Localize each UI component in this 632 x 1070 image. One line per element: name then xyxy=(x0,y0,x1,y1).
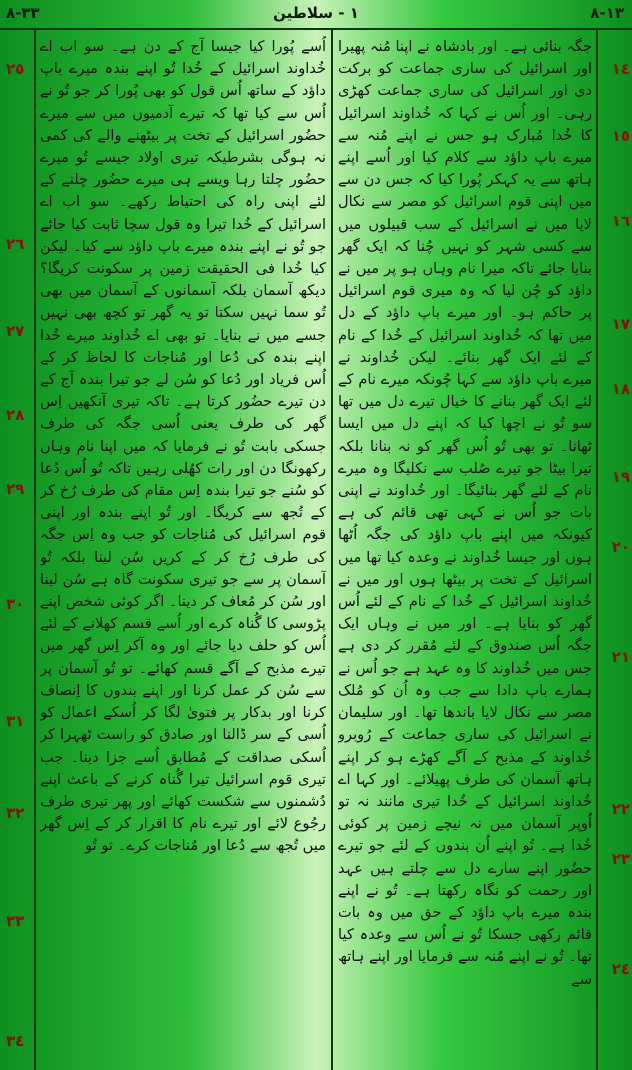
page-number-right: ١٣-٨ xyxy=(590,4,624,22)
right-text-column xyxy=(338,36,592,1064)
verse-number: ٢١ xyxy=(611,648,630,666)
verse-number: ٢٤ xyxy=(611,960,630,978)
verse-number: ١٦ xyxy=(611,212,630,230)
page-number-left: ٣٣-٨ xyxy=(6,4,40,22)
verse-number: ٣٢ xyxy=(6,804,25,822)
verse-number: ٢٢ xyxy=(611,800,630,818)
verse-number: ١٥ xyxy=(611,127,630,145)
verse-number: ٢٨ xyxy=(6,406,25,424)
verse-number: ٢٣ xyxy=(611,850,630,868)
page-header xyxy=(0,0,632,30)
verse-number: ٣١ xyxy=(6,712,25,730)
verse-number: ١٩ xyxy=(611,468,630,486)
verse-number: ٢٦ xyxy=(6,235,25,253)
verse-number: ١٧ xyxy=(611,315,630,333)
verse-number: ٢٩ xyxy=(6,480,25,498)
scripture-text: جگہ بنائی ہے۔ اور بادشاہ نے اپنا مُنہ پھیرا اور اسرائیل کی ساری جماعت کو برکت دی اور اسرائیل کی ساری جماعت کھڑی رہی۔ اور اُس نے کہا کہ خُداوند اسرائیل کا خُدا مُبارک ہو جس نے اپنے مُنہ سے میرے باپ داؤد سے کلام کیا اور اُسے اپنے ہاتھ سے یہ کہکر پُورا کیا کہ جس دن سے میں اپنی قوم اسرائیل کو مصر سے نکال لایا میں نے اسرائیل کے سب قبیلوں میں سے کسی شہر کو نہیں چُنا کہ ایک گھر بنایا جائے تاکہ میرا نام وہاں ہو پر میں نے داؤد کو چُن لیا کہ وہ میری قوم اسرائیل پر حاکم ہو۔ اور میرے باپ داؤد کے دل میں تھا کہ خُداوند اسرائیل کے خُدا کے نام کے لئے ایک گھر بنائے۔ لیکن خُداوند نے میرے باپ داؤد سے کہا چُونکہ میرے نام کے لئے ایک گھر بنانے کا خیال تیرے دل میں تھا سو تُو نے اچھا کیا کہ اپنے دل میں ایسا ٹھانا۔ تو بھی تُو اُس گھر کو نہ بنانا بلکہ تیرا بیٹا جو تیرے صُلب سے نکلیگا وہ میرے نام کے لئے گھر بنائیگا۔ اور خُداوند نے اپنی بات جو اُس نے کہی تھی قائم کی ہے کیونکہ میں اپنے باپ داؤد کی جگہ اُٹھا ہوں اور جیسا خُداوند نے وعدہ کیا تھا میں اسرائیل کے تخت پر بیٹھا ہوں اور میں نے خُداوند اسرائیل کے خُدا کے نام کے لئے اُس گھر کو بنایا ہے۔ اور میں نے وہاں ایک جگہ اُس صندوق کے لئے مُقرر کر دی ہے جس میں خُداوند کا وہ عہد ہے جو اُس نے ہمارے باپ دادا سے جب وہ اُن کو مُلک مصر سے نکال لایا باندھا تھا۔ اور سلیمان نے اسرائیل کی ساری جماعت کے رُوبرو خُداوند کے مذبح کے آگے کھڑے ہو کر اپنے ہاتھ آسمان کی طرف پھیلائے۔ اور کہا اے خُداوند اسرائیل کے خُدا تیری مانند نہ تو اُوپر آسمان میں نہ نیچے زمین پر کوئی خُدا ہے۔ تُو اپنے اُن بندوں کے لئے جو تیرے حضُور اپنے سارے دل سے چلتے ہیں عہد اور رحمت کو نگاہ رکھتا ہے۔ تُو نے اپنے بندہ میرے باپ داؤد کے حق میں وہ بات قائم رکھی جسکا تُو نے اُس سے وعدہ کیا تھا۔ تُو نے اپنے مُنہ سے فرمایا اور اپنے ہاتھ سے xyxy=(338,38,592,988)
verse-number: ١٤ xyxy=(611,60,630,78)
left-text-column xyxy=(40,36,326,1064)
left-verse-rail xyxy=(0,30,36,1070)
right-verse-rail xyxy=(596,30,632,1070)
verse-number: ١٨ xyxy=(611,380,630,398)
column-divider xyxy=(331,30,333,1070)
book-title: ١ - سلاطین xyxy=(273,4,359,22)
verse-number: ٢٥ xyxy=(6,60,25,78)
verse-number: ٢٠ xyxy=(611,538,630,556)
verse-number: ٣٠ xyxy=(6,595,25,613)
verse-number: ٣٣ xyxy=(6,912,25,930)
scripture-text: اُسے پُورا کیا جیسا آج کے دن ہے۔ سو اب اے خُداوند اسرائیل کے خُدا تُو اپنے بندہ میرے باپ داؤد کے ساتھ اُس قول کو بھی پُورا کر جو تُو نے اُس سے کیا تھا کہ تیرے آدمیوں میں سے میرے حضُور اسرائیل کے تخت پر بیٹھنے والے کی کمی نہ ہوگی بشرطیکہ تیری اولاد جیسے تُو میرے حضُور چلتا رہا ویسے ہی میرے حضُور چلنے کے لئے اپنی راہ کی احتیاط رکھے۔ سو اب اے اسرائیل کے خُدا تیرا وہ قول سچا ثابت کیا جائے جو تُو نے اپنے بندہ میرے باپ داؤد سے کیا۔ لیکن کیا خُدا فی الحقیقت زمین پر سکونت کریگا؟ دیکھ آسمان بلکہ آسمانوں کے آسمان میں بھی تُو سما نہیں سکتا تو یہ گھر تو کچھ بھی نہیں جسے میں نے بنایا۔ تو بھی اے خُداوند میرے خُدا اپنے بندہ کی دُعا اور مُناجات کا لحاظ کر کے اُس فریاد اور دُعا کو سُن لے جو تیرا بندہ آج کے دن تیرے حضُور کرتا ہے۔ تاکہ تیری آنکھیں اِس گھر کی طرف یعنی اُسی جگہ کی طرف جسکی بابت تُو نے فرمایا کہ میں اپنا نام وہاں رکھونگا دن اور رات کھُلی رہیں تاکہ تُو اُس دُعا کو سُنے جو تیرا بندہ اِس مقام کی طرف رُخ کر کے تُجھ سے کریگا۔ اور تُو اپنے بندہ اور اپنی قوم اسرائیل کی مُناجات کو جب وہ اِس جگہ کی طرف رُخ کر کے کریں سُن لینا بلکہ تُو آسمان پر سے جو تیری سکونت گاہ ہے سُن لینا اور سُن کر مُعاف کر دینا۔ اگر کوئی شخص اپنے پڑوسی کا گُناہ کرے اور اُسے قسم کھلانے کے لئے اُس کو حلف دیا جائے اور وہ آکر اِس گھر میں تیرے مذبح کے آگے قسم کھائے۔ تو تُو آسمان پر سے سُن کر عمل کرنا اور اپنے بندوں کا اِنصاف کرنا اور بدکار پر فتویٰ لگا کر اُسکے اعمال کو اُسی کے سر ڈالنا اور صادق کو راست ٹھہرا کر اُسکی صداقت کے مُطابق اُسے جزا دینا۔ جب تیری قوم اسرائیل تیرا گُناہ کرنے کے باعث اپنے دُشمنوں سے شکست کھائے اور پھر تیری طرف رجُوع لائے اور تیرے نام کا اقرار کر کے اِس گھر میں تُجھ سے دُعا اور مُناجات کرے۔ تو تُو xyxy=(40,38,326,855)
verse-number: ٣٤ xyxy=(6,1032,25,1050)
verse-number: ٢٧ xyxy=(6,322,25,340)
